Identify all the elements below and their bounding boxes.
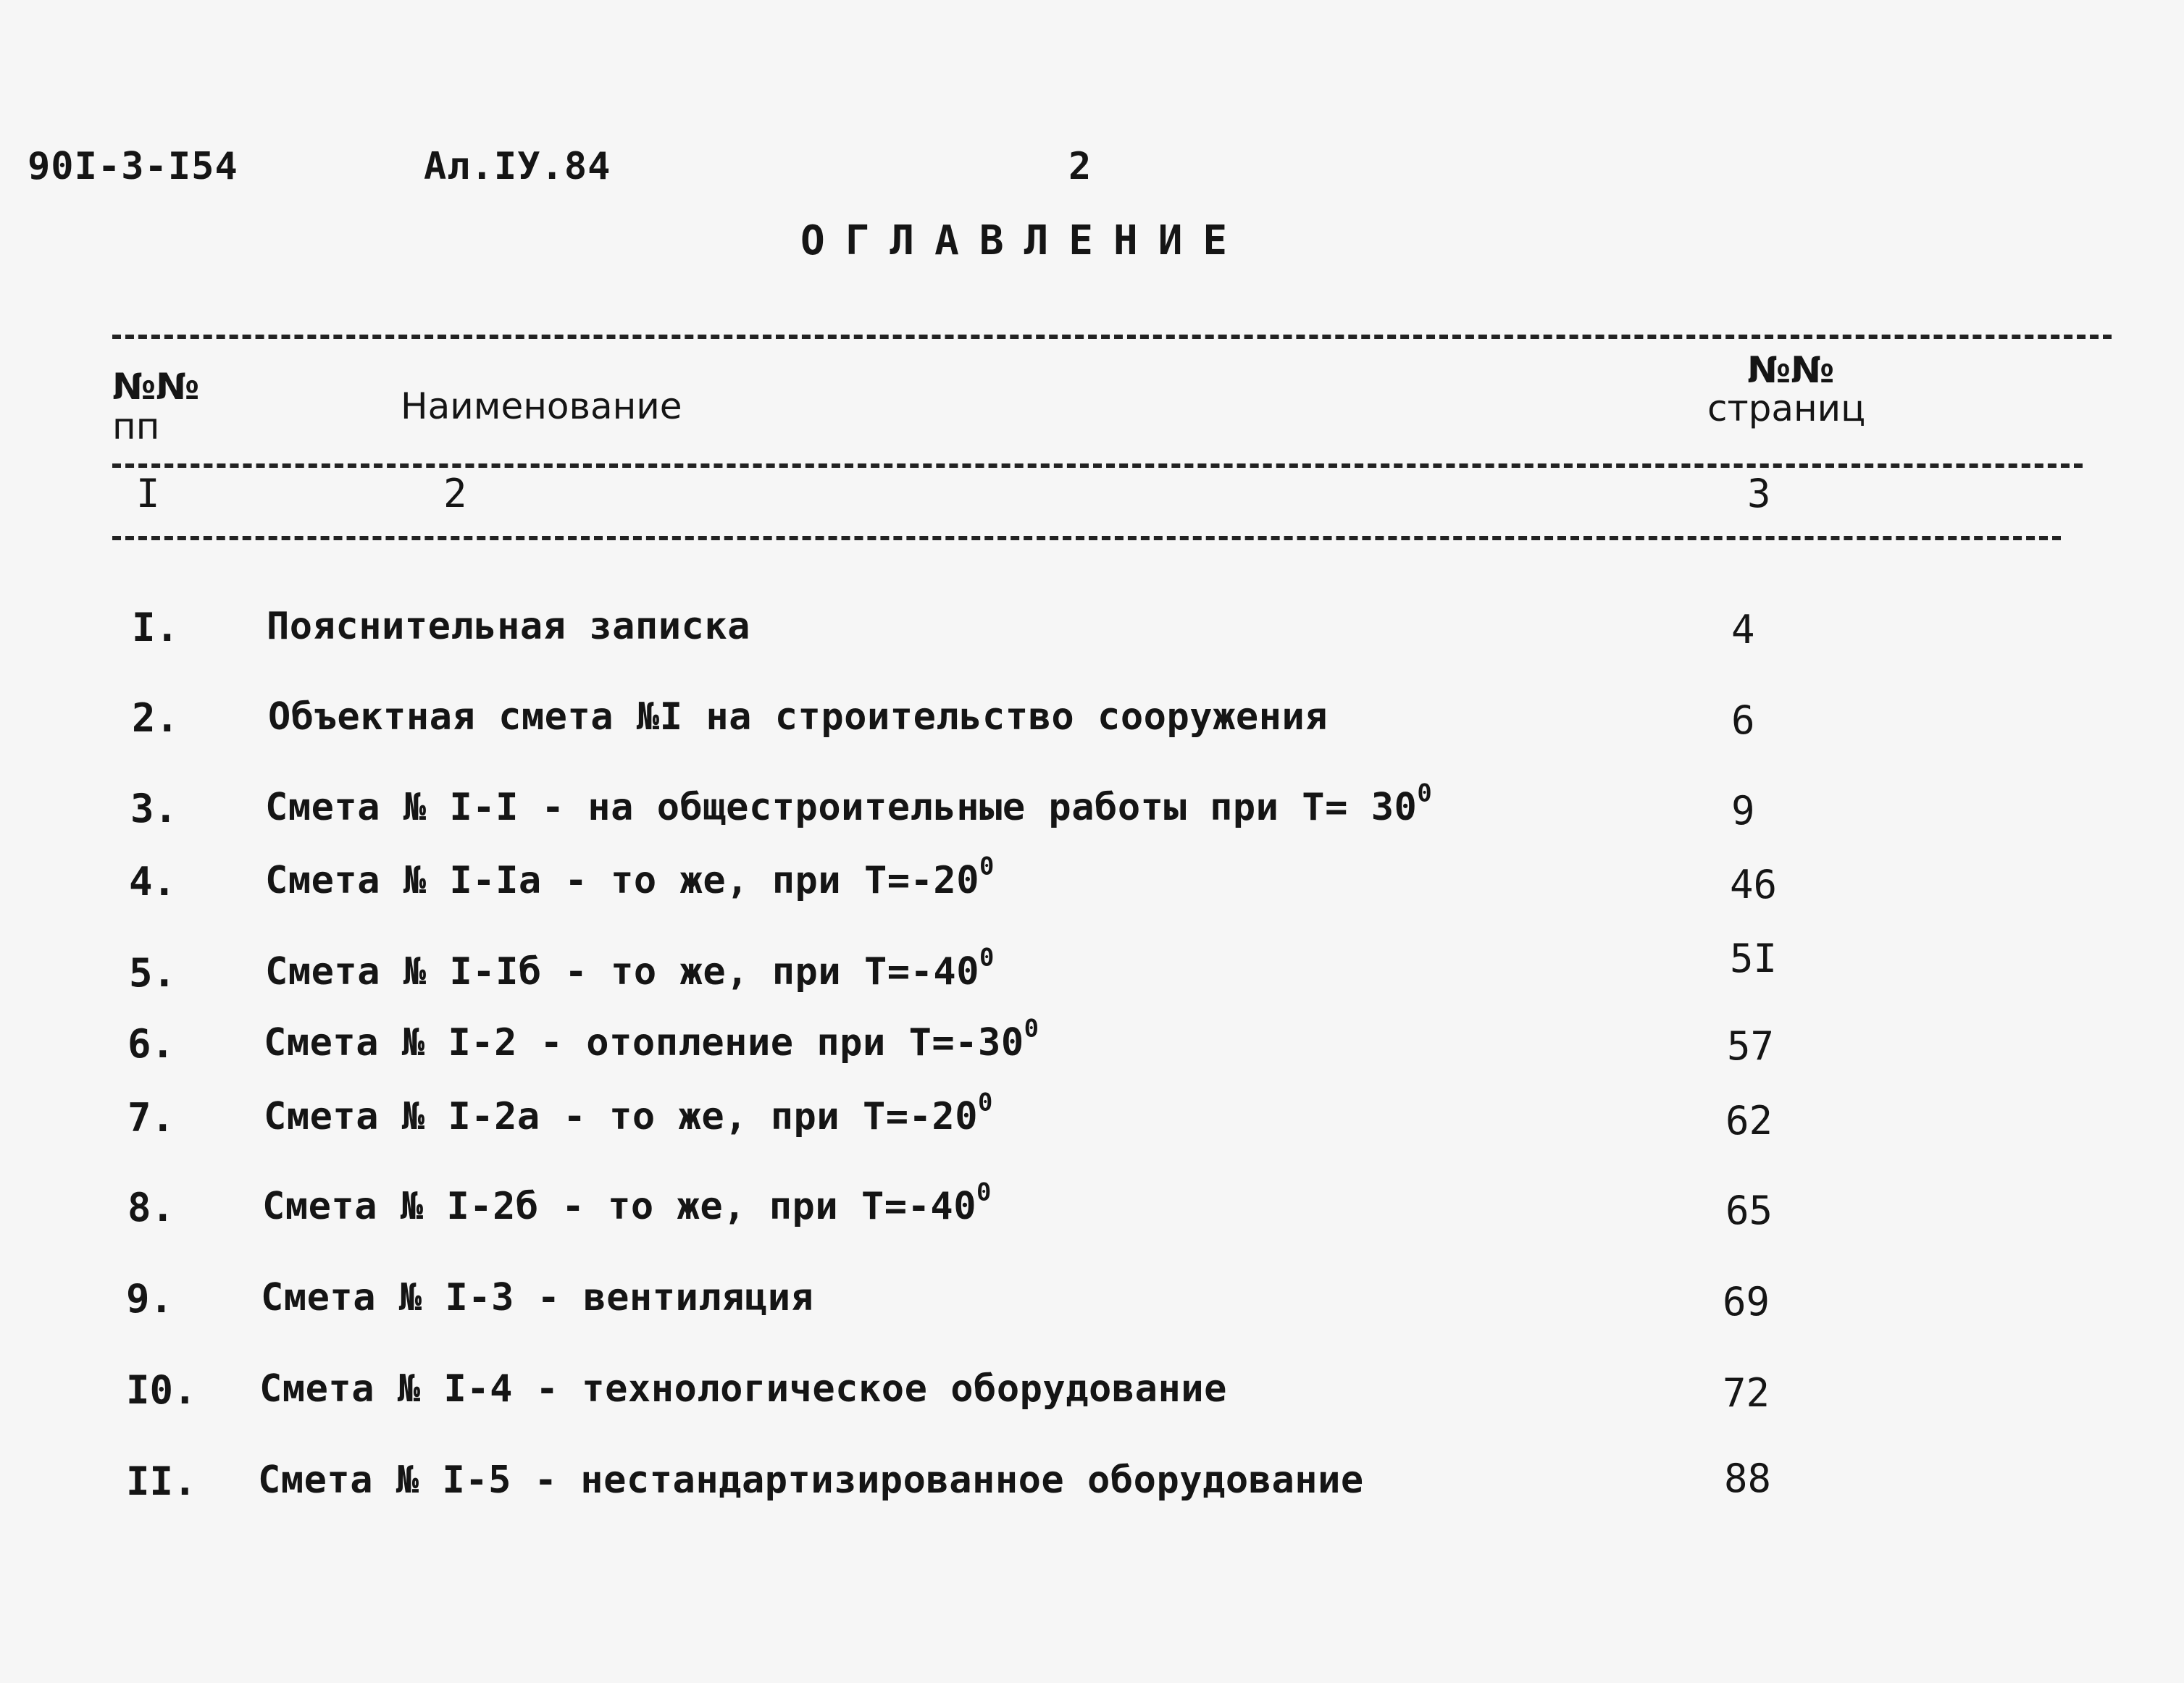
col-index-3: 3 — [1747, 471, 1771, 516]
row-title: Смета № I-2а - то же, при $Т=-20^0$ — [264, 1088, 993, 1138]
row-page: 5I — [1730, 936, 1778, 981]
row-number: 6. — [127, 1021, 175, 1067]
row-title: Смета № I-4 - технологическое оборудование — [259, 1367, 1227, 1411]
table-header-rule — [112, 463, 2083, 468]
document-code: 90I-3-I54 — [28, 145, 238, 188]
row-page: 57 — [1727, 1023, 1775, 1069]
row-number: 7. — [127, 1095, 175, 1141]
row-title: Смета № I-I - на общестроительные работы при $Т= 30^0$ — [265, 778, 1433, 829]
row-page: 46 — [1730, 862, 1778, 907]
row-page: 6 — [1731, 697, 1755, 743]
row-title: Смета № I-Iб - то же, при $Т=-40^0$ — [265, 943, 995, 994]
row-title: Смета № I-3 - вентиляция — [261, 1276, 814, 1319]
row-number: 9. — [126, 1276, 174, 1322]
page-title: ОГЛАВЛЕНИЕ — [800, 217, 1248, 264]
col-number-label-top: №№ — [112, 366, 200, 408]
row-number: 8. — [127, 1185, 175, 1230]
row-page: 65 — [1725, 1188, 1773, 1233]
row-number: II. — [126, 1459, 197, 1504]
row-number: 2. — [132, 695, 180, 741]
col-pages-label-top: №№ — [1747, 349, 1835, 391]
row-title: Смета № I-Iа - то же, при $Т=-20^0$ — [265, 852, 995, 902]
table-colnum-rule — [112, 536, 2061, 540]
row-page: 4 — [1731, 607, 1755, 652]
row-page: 62 — [1725, 1098, 1773, 1143]
row-title: Смета № I-2 - отопление при $Т=-30^0$ — [264, 1014, 1039, 1065]
row-number: I. — [132, 605, 180, 650]
row-title: Пояснительная записка — [267, 605, 750, 648]
col-pages-label-bottom: страниц — [1707, 387, 1866, 429]
col-index-1: I — [136, 471, 160, 516]
page-number: 2 — [1068, 145, 1092, 188]
album-number: Ал.IУ.84 — [424, 145, 611, 188]
row-page: 9 — [1731, 788, 1755, 834]
row-page: 88 — [1724, 1456, 1772, 1501]
row-number: I0. — [126, 1367, 197, 1413]
row-number: 4. — [129, 859, 177, 905]
row-title: Объектная смета №I на строительство сооружения — [268, 695, 1329, 739]
row-title: Смета № I-2б - то же, при $Т=-40^0$ — [262, 1178, 992, 1228]
row-number: 3. — [130, 786, 178, 831]
row-page: 72 — [1723, 1370, 1770, 1416]
col-name-label: Наименование — [401, 385, 682, 427]
table-top-rule — [112, 335, 2112, 339]
row-title: Смета № I-5 - нестандартизированное оборудование — [258, 1459, 1364, 1502]
col-number-label-bottom: пп — [112, 406, 160, 448]
row-page: 69 — [1723, 1279, 1770, 1325]
row-number: 5. — [129, 950, 177, 996]
col-index-2: 2 — [443, 471, 467, 516]
